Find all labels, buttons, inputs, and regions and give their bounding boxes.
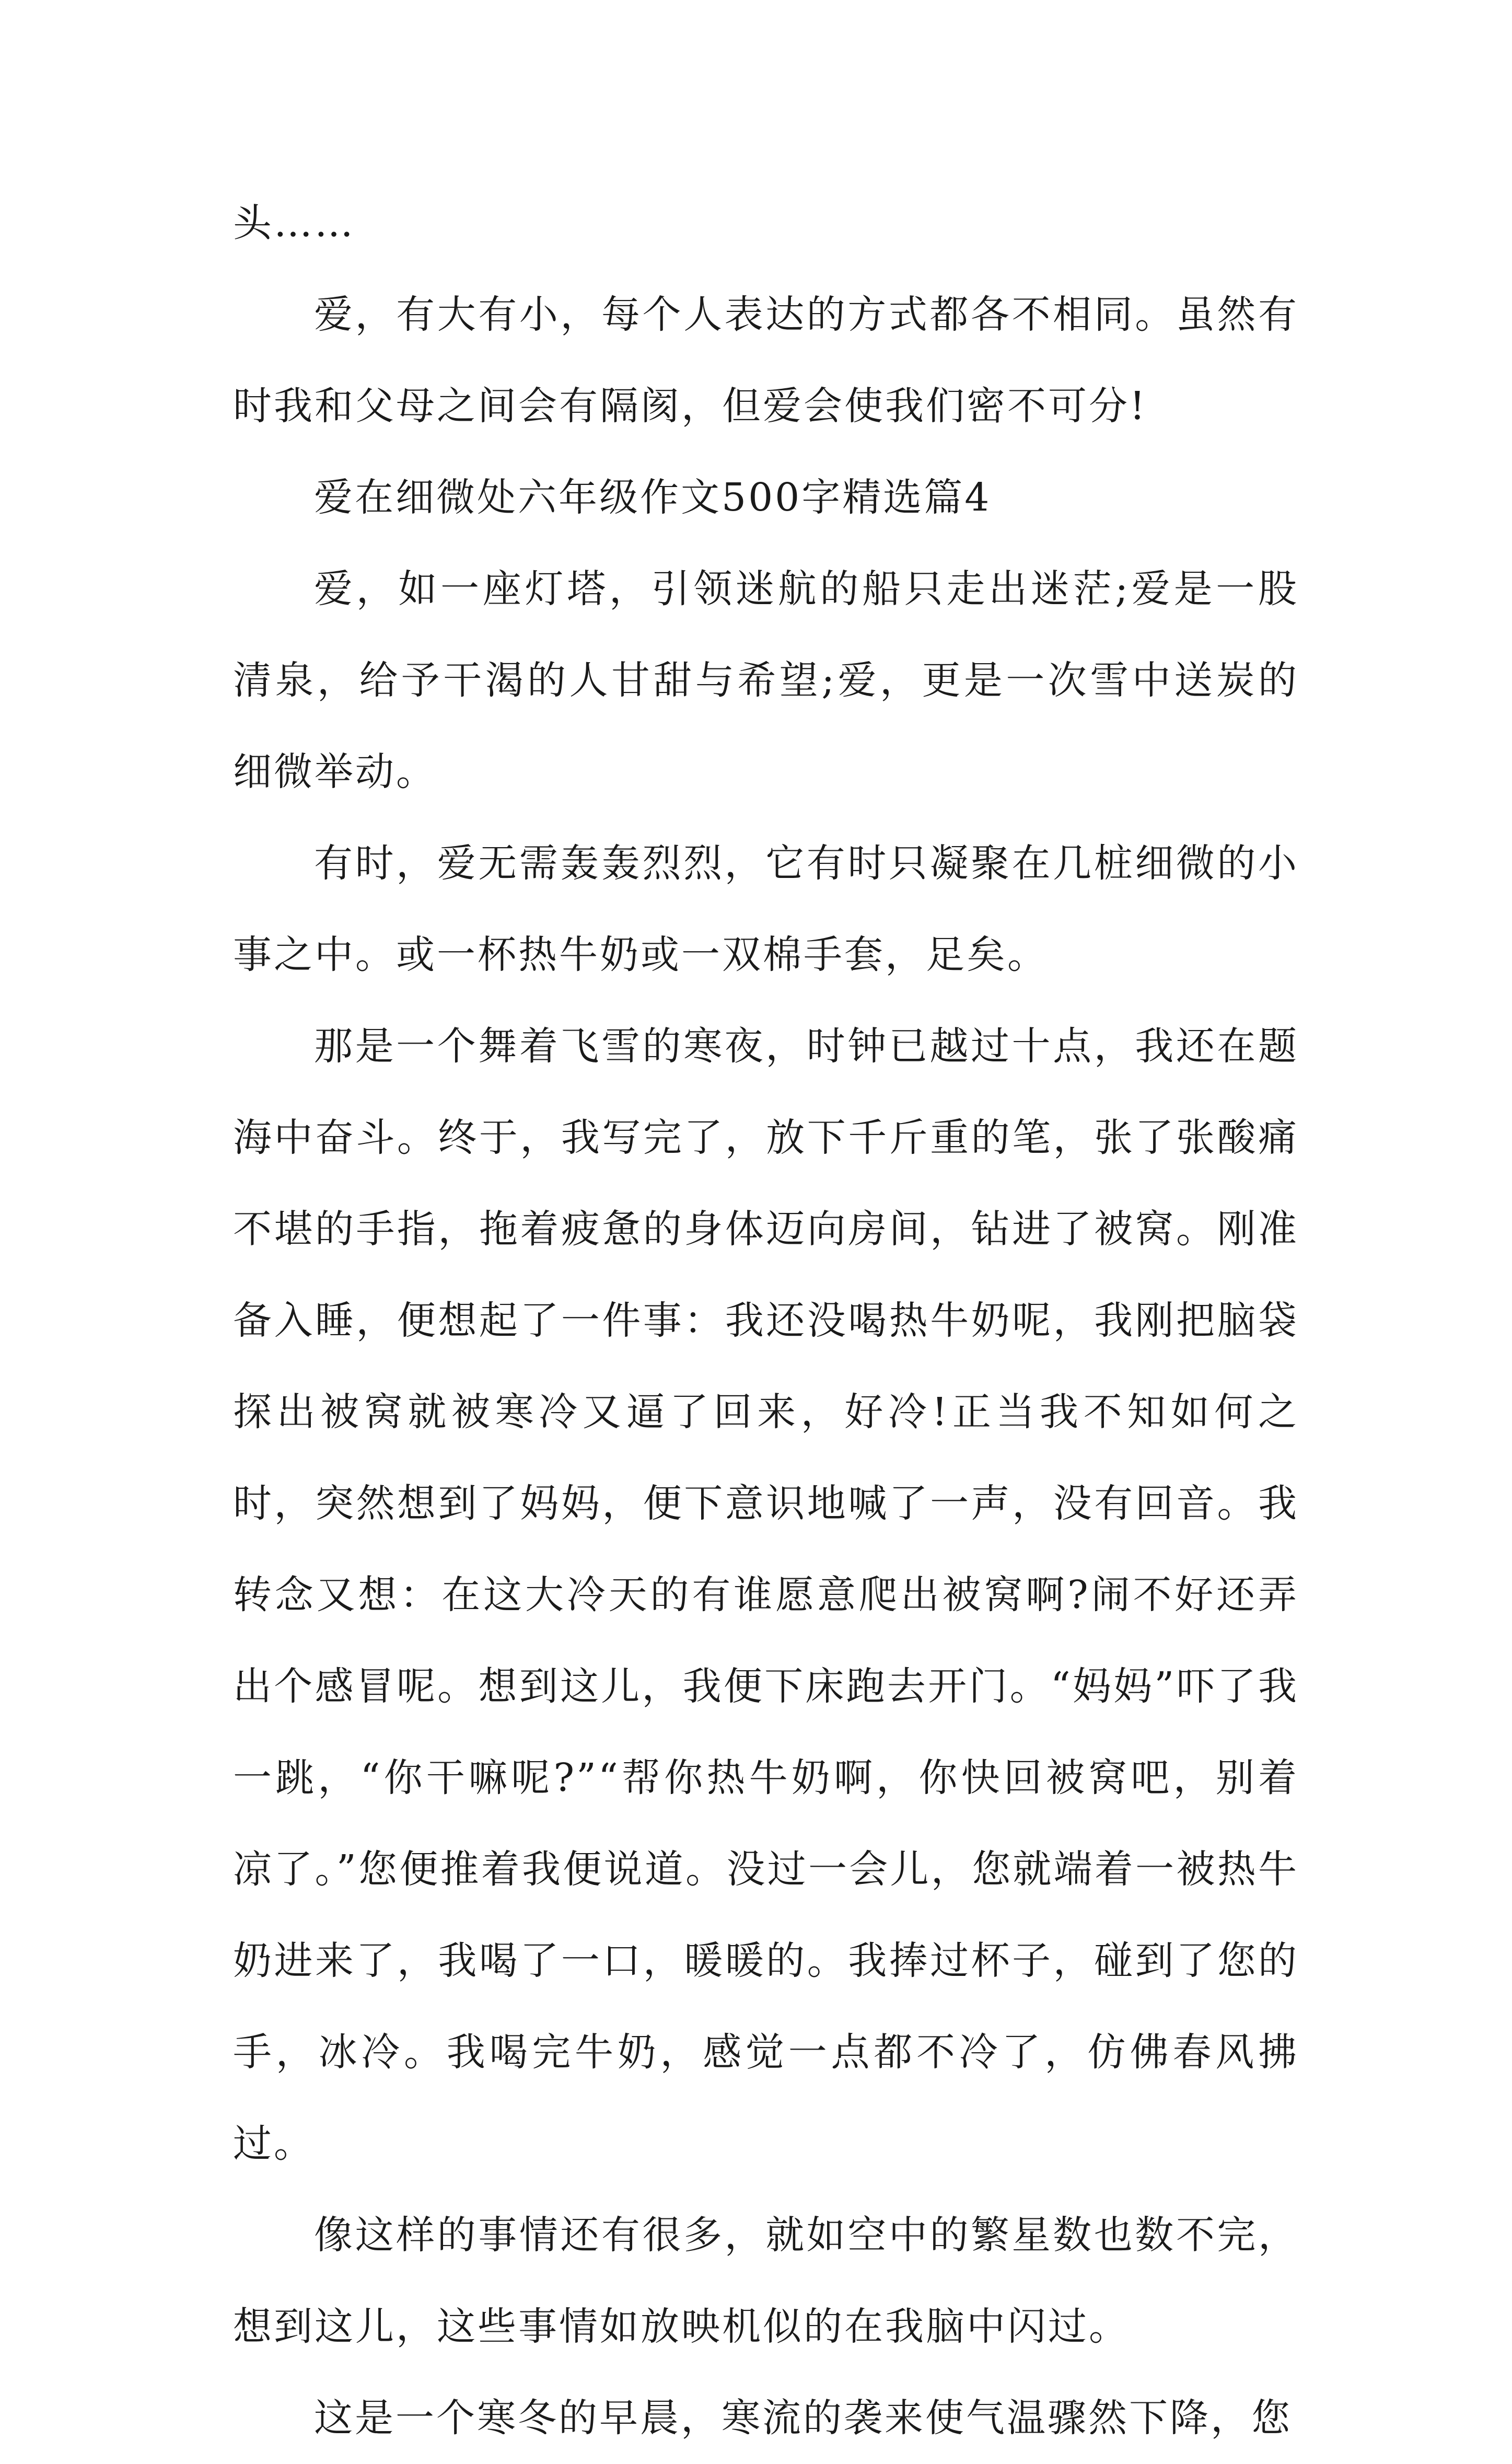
paragraph-winter-morning: 这是一个寒冬的早晨，寒流的袭来使气温骤然下降，您 bbox=[314, 2396, 1292, 2440]
paragraph-continuation: 头…… bbox=[233, 201, 355, 246]
section-heading: 爱在细微处六年级作文500字精选篇4 bbox=[314, 475, 992, 520]
paragraph-small-things: 有时，爱无需轰轰烈烈，它有时只凝聚在几桩细微的小事之中。或一杯热牛奶或一双棉手套，足矣。 bbox=[233, 841, 1299, 977]
paragraph-many-things: 像这样的事情还有很多，就如空中的繁星数也数不完，想到这儿，这些事情如放映机似的在我脑中闪过。 bbox=[233, 2213, 1299, 2349]
document-body bbox=[233, 178, 1299, 2464]
paragraph-love-sizes: 爱，有大有小，每个人表达的方式都各不相同。虽然有时我和父母之间会有隔阂，但爱会使我们密不可分! bbox=[233, 292, 1299, 429]
paragraph-winter-night: 那是一个舞着飞雪的寒夜，时钟已越过十点，我还在题海中奋斗。终于，我写完了，放下千斤重的笔，张了张酸痛不堪的手指，拖着疲惫的身体迈向房间，钻进了被窝。刚准备入睡，便想起了一件事：我还没喝热牛奶呢，我刚把脑袋探出被窝就被寒冷又逼了回来，好冷!正当我不知如何之时，突然想到了妈妈，便下意识地喊了一声，没有回音。我转念又想：在这大冷天的有谁愿意爬出被窝啊?闹不好还弄出个感冒呢。想到这儿，我便下床跑去开门。“妈妈”吓了我一跳，“你干嘛呢?”“帮你热牛奶啊，你快回被窝吧，别着凉了。”您便推着我便说道。没过一会儿，您就端着一被热牛奶进来了，我喝了一口，暖暖的。我捧过杯子，碰到了您的手，冰冷。我喝完牛奶，感觉一点都不冷了，仿佛春风拂过。 bbox=[233, 1024, 1299, 2166]
paragraph-lighthouse: 爱，如一座灯塔，引领迷航的船只走出迷茫;爱是一股清泉，给予干渴的人甘甜与希望;爱，更是一次雪中送炭的细微举动。 bbox=[233, 566, 1299, 794]
